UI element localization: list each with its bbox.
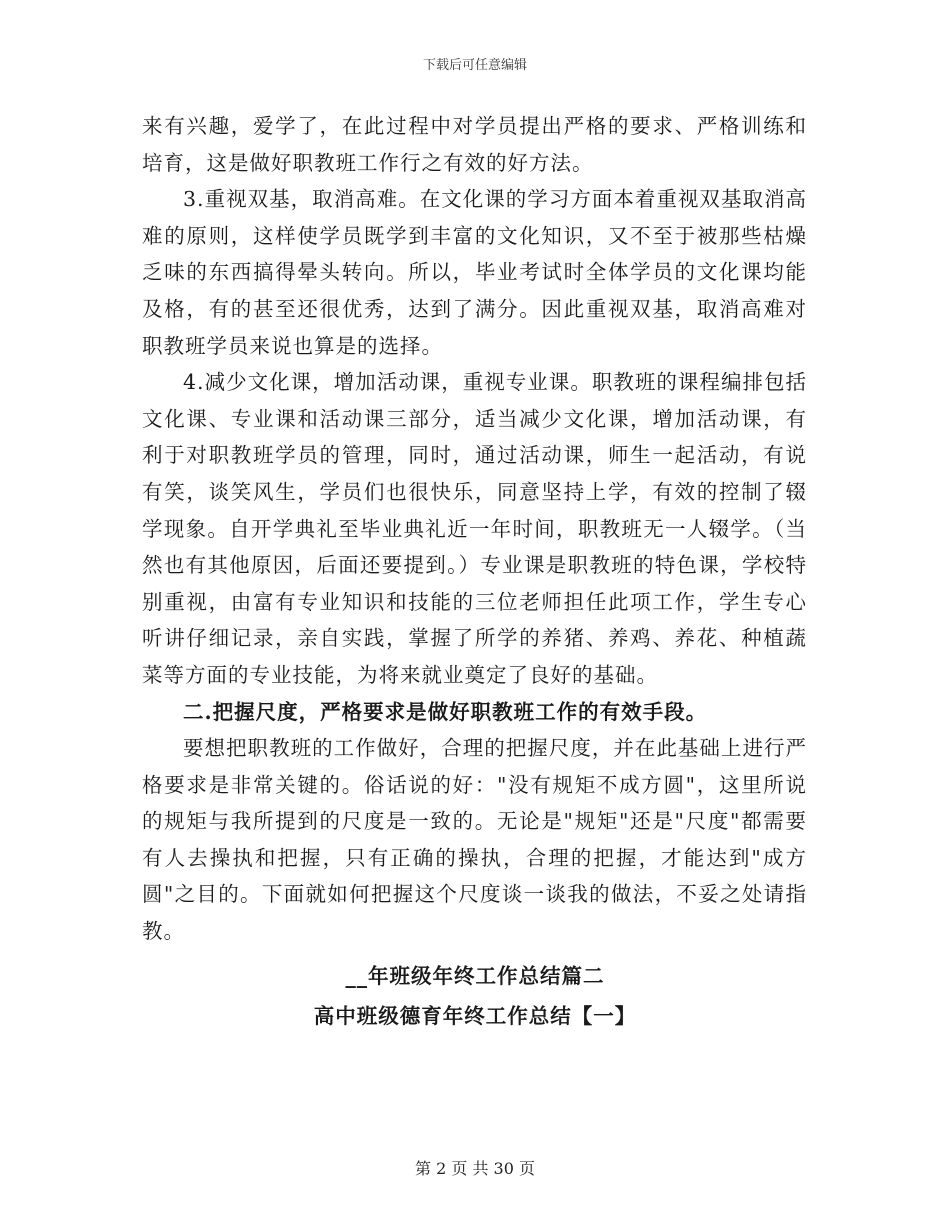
page-header: 下载后可任意编辑 (422, 58, 527, 73)
section-titles (0, 956, 950, 1036)
paragraph-point-3: 3.重视双基，取消高难。在文化课的学习方面本着重视双基取消高难的原则，这样使学员既学到丰富的文化知识，又不至于被那些枯燥乏味的东西搞得晕头转向。所以，毕业考试时全体学员的文化课均能及格，有的甚至还很优秀，达到了满分。因此重视双基，取消高难对职教班学员来说也算是的选择。 (142, 187, 807, 358)
paragraph-continuation: 来有兴趣，爱学了，在此过程中对学员提出严格的要求、严格训练和培育，这是做好职教班工作行之有效的好方法。 (142, 114, 807, 175)
document-body (142, 108, 807, 950)
article-title-2: __年班级年终工作总结篇二 (345, 964, 605, 988)
paragraph-point-4: 4.减少文化课，增加活动课，重视专业课。职教班的课程编排包括文化课、专业课和活动课三部分，适当减少文化课，增加活动课，有利于对职教班学员的管理，同时，通过活动课，师生一起活动，有说有笑，谈笑风生，学员们也很快乐，同意坚持上学，有效的控制了辍学现象。自开学典礼至毕业典礼近一年时间，职教班无一人辍学。（当然也有其他原因，后面还要提到。）专业课是职教班的特色课，学校特别重视，由富有专业知识和技能的三位老师担任此项工作，学生专心听讲仔细记录，亲自实践，掌握了所学的养猪、养鸡、养花、种植蔬菜等方面的专业技能，为将来就业奠定了良好的基础。 (142, 370, 807, 687)
article-subtitle: 高中班级德育年终工作总结【一】 (313, 1004, 637, 1028)
page-footer: 第 2 页 共 30 页 (415, 1159, 535, 1178)
paragraph-section-2-intro: 要想把职教班的工作做好，合理的把握尺度，并在此基础上进行严格要求是非常关键的。俗话说的好："没有规矩不成方圆"，这里所说的规矩与我所提到的尺度是一致的。无论是"规矩"还是"尺度"都需要有人去操执和把握，只有正确的操执，合理的把握，才能达到"成方圆"之目的。下面就如何把握这个尺度谈一谈我的做法，不妥之处请指教。 (142, 736, 807, 944)
section-heading-2: 二.把握尺度，严格要求是做好职教班工作的有效手段。 (183, 699, 708, 724)
